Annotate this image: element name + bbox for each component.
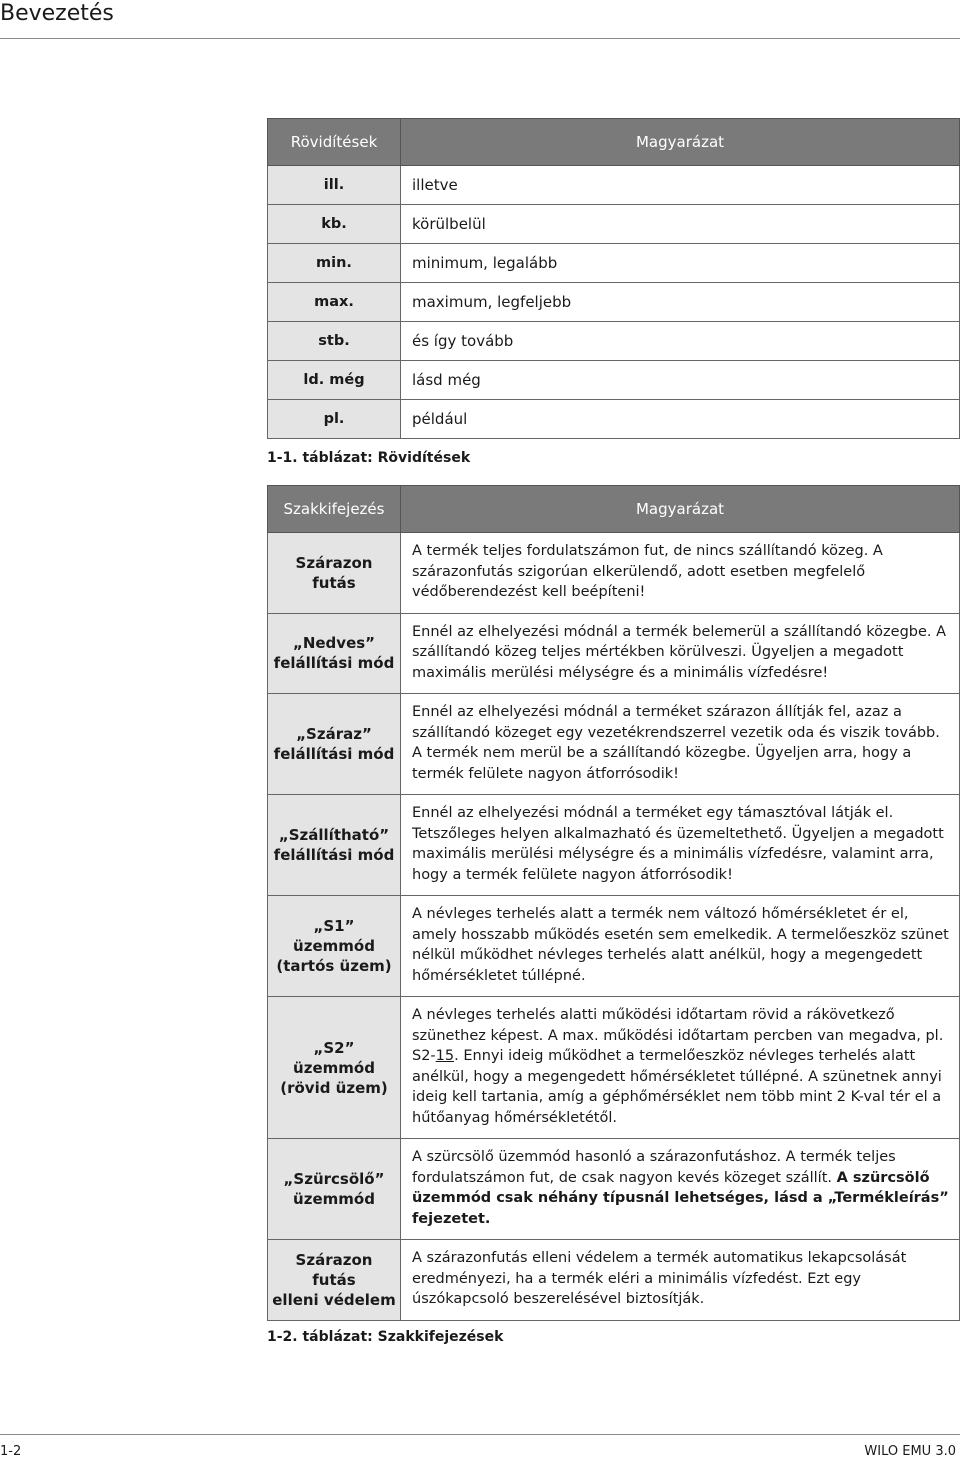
description-text: Ennél az elhelyezési módnál a terméket egy támasztóval látják el. Tetszőleges helyen alkalmazható és üzemeltethető. Ügyeljen a megadott maximális merülési mélységre és a minimális vízfedésre, valamint arra, hogy a termék felülete nagyon átforrósodik! [412,805,944,883]
description-text: . Ennyi ideig működhet a termelőeszköz névleges terhelés alatt anélkül, hogy a megengedett hőmérsékletet túllépné. A szünetnek annyi ideig kell tartania, amíg a géphőmérséklet nem több mint 2 K-val tér el a hűtőanyag hőmérsékletétől. [412,1048,942,1126]
terminology-table [267,485,960,1321]
term-line: felállítási mód [273,745,395,763]
term-line: „Szállítható” [278,826,390,844]
term-cell [268,795,401,896]
term-line: (rövid üzem) [280,1078,388,1097]
term-line: felállítási mód [273,846,395,864]
explanation-cell: lásd még [401,361,960,400]
abbreviation-cell: max. [268,283,401,322]
document-name: WILO EMU 3.0 [864,1444,956,1459]
description-cell [401,1240,960,1321]
table-row [268,1139,960,1240]
abbreviation-cell: pl. [268,400,401,439]
term-line: „Nedves” [292,634,376,653]
term-cell [268,1240,401,1321]
abbreviations-header: Rövidítések [268,119,401,166]
explanation-cell: maximum, legfeljebb [401,283,960,322]
abbreviation-cell: stb. [268,322,401,361]
description-text: Ennél az elhelyezési módnál a termék belemerül a szállítandó közegbe. A szállítandó közeg teljes mértékben körülveszi. Ügyeljen a megadott maximális merülési mélységre és a minimális vízfedésre! [412,623,947,681]
table-row [268,533,960,614]
description-text: A termék teljes fordulatszámon fut, de nincs szállítandó közeg. A szárazonfutás szigorúan elkerülendő, adott esetben megfelelő védőberendezést kell beépíteni! [412,543,883,600]
table2-caption: 1-2. táblázat: Szakkifejezések [267,1329,504,1345]
term-cell [268,896,401,997]
table-row [268,997,960,1139]
description-cell [401,533,960,614]
description-text: A névleges terhelés alatti működési időtartam rövid a rákövetkező szünethez képest. A max. működési időtartam percben van megadva, pl. S2- [412,1007,944,1064]
term-header: Szakkifejezés [268,486,401,533]
table-row [268,1240,960,1321]
term-line: „S2” üzemmód [293,1038,375,1077]
page-number: 1-2 [0,1444,22,1459]
description-text: Ennél az elhelyezési módnál a terméket szárazon állítják fel, azaz a szállítandó közeget egy vezetékrendszerrel vezetik oda és viszik tovább. A termék nem merül be a szállítandó közegbe. Ügyeljen arra, hogy a termék felülete nagyon átforrósodik! [412,704,940,782]
term-cell [268,997,401,1139]
title-divider [0,38,960,39]
table-row [268,795,960,896]
table-row [268,361,960,400]
term-cell [268,694,401,795]
table-row [268,322,960,361]
explanation-cell: és így tovább [401,322,960,361]
term-line: „S1” üzemmód [293,917,375,955]
explanation-cell: illetve [401,166,960,205]
description-cell [401,613,960,694]
table-row [268,613,960,694]
table-row [268,166,960,205]
term-line: elleni védelem [272,1290,396,1309]
table-row [268,244,960,283]
term-line: „Szürcsölő” [283,1170,385,1188]
term-line: Szárazon futás [295,1250,373,1289]
description-cell [401,795,960,896]
underlined-value: 15 [435,1048,455,1064]
explanation-header: Magyarázat [401,486,960,533]
abbreviation-cell: ld. még [268,361,401,400]
table-row [268,896,960,997]
term-line: „Száraz” [296,725,372,743]
footer-divider [0,1434,960,1435]
description-cell [401,896,960,997]
table-row [268,283,960,322]
description-cell [401,1139,960,1240]
explanation-cell: minimum, legalább [401,244,960,283]
table-row [268,205,960,244]
description-text: A névleges terhelés alatt a termék nem változó hőmérsékletet ér el, amely hosszabb működés esetén sem emelkedik. A termelőeszköz szünet nélkül működhet névleges terhelés alatt anélkül, hogy a megengedett hőmérsékletet túllépné. [412,906,949,984]
term-line: felállítási mód [273,654,395,673]
abbreviations-table [267,118,960,439]
term-line: (tartós üzem) [276,957,392,975]
description-text: A szürcsölő üzemmód hasonló a szárazonfutáshoz. A termék teljes fordulatszámon fut, de csak nagyon kevés közeget szállít. [412,1149,896,1186]
explanation-cell: például [401,400,960,439]
description-text: A szárazonfutás elleni védelem a termék automatikus lekapcsolását eredményezi, ha a termék eléri a minimális vízfedést. Ezt egy úszókapcsoló beszerelésével biztosítják. [412,1250,907,1307]
term-cell [268,1139,401,1240]
description-cell [401,694,960,795]
section-title: Bevezetés [0,1,114,26]
bold-note: A szürcsölő üzemmód csak néhány típusnál lehetséges, lásd a „Termékleírás” fejezetet. [412,1169,949,1227]
term-line: üzemmód [293,1190,375,1208]
explanation-header: Magyarázat [401,119,960,166]
explanation-cell: körülbelül [401,205,960,244]
term-line: Szárazon futás [295,553,373,592]
abbreviation-cell: ill. [268,166,401,205]
term-cell [268,613,401,694]
table-row [268,694,960,795]
table-row [268,400,960,439]
abbreviation-cell: min. [268,244,401,283]
description-cell [401,997,960,1139]
abbreviation-cell: kb. [268,205,401,244]
term-cell [268,533,401,614]
table1-caption: 1-1. táblázat: Rövidítések [267,450,471,466]
